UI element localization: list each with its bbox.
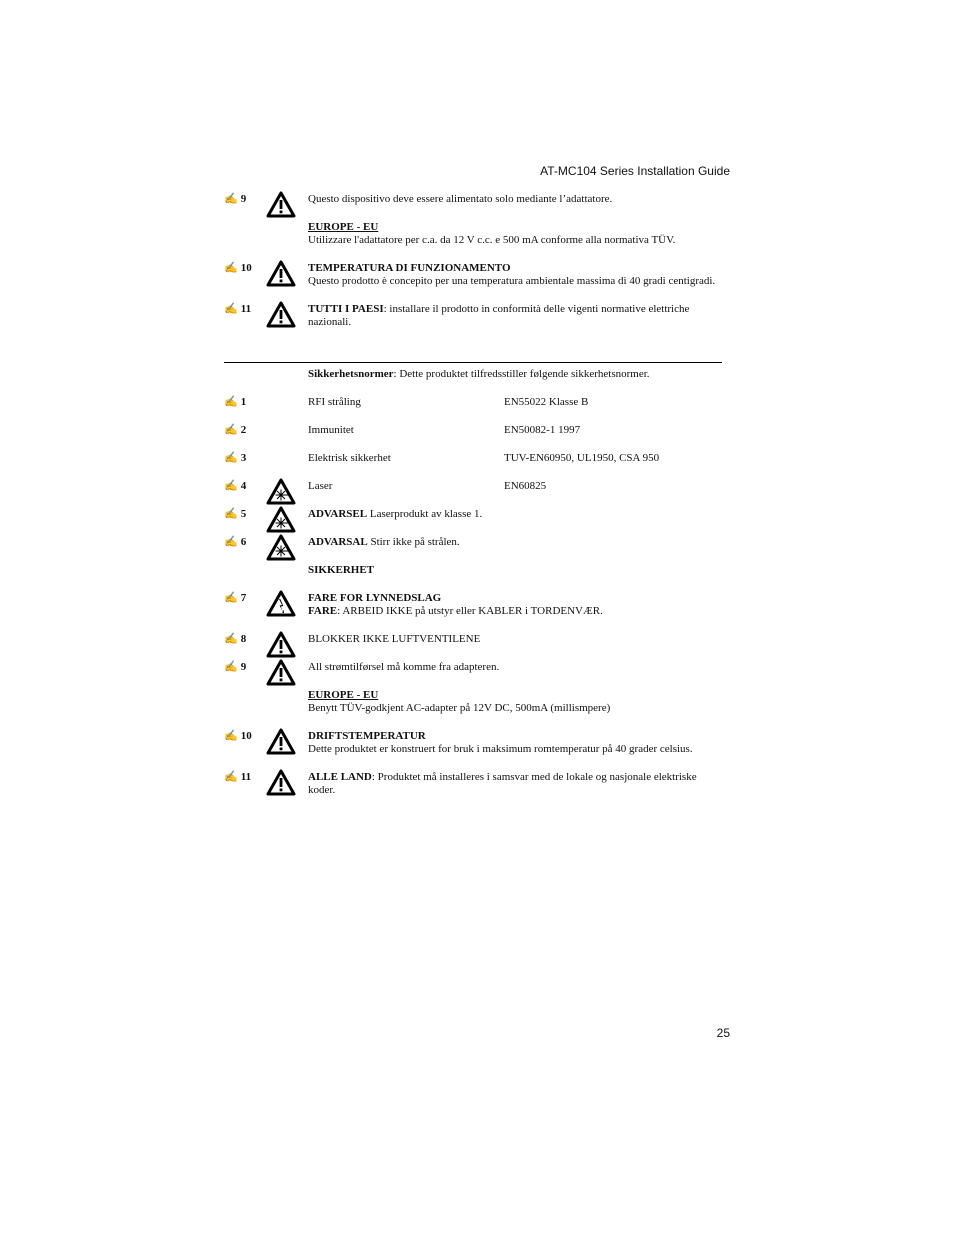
pencil-icon: ✍: [224, 633, 238, 645]
warning-icon: [266, 659, 296, 686]
note-bullet: ✍ 10: [224, 730, 252, 742]
list-item: ✍ 7 FARE FOR LYNNEDSLAG FARE: ARBEID IKKE på utstyr eller KABLER i TORDENVÆR.: [224, 592, 603, 617]
pencil-icon: ✍: [224, 592, 238, 604]
pencil-icon: ✍: [224, 536, 238, 548]
note-bullet: ✍ 11: [224, 303, 252, 315]
note-bullet: ✍ 3: [224, 452, 247, 464]
note-bullet: ✍ 9: [224, 661, 247, 673]
standard-row: ✍ 4 Laser EN60825: [224, 480, 722, 493]
warning-icon: [266, 631, 296, 658]
pencil-icon: ✍: [224, 508, 238, 520]
pencil-icon: ✍: [224, 193, 238, 205]
note-bullet: ✍ 8: [224, 633, 247, 645]
pencil-icon: ✍: [224, 303, 238, 315]
list-item: ✍ 11 ALLE LAND: Produktet må installeres i samsvar med de lokale og nasjonale elektriske koder.: [224, 771, 697, 796]
section-heading: SIKKERHET: [308, 564, 375, 576]
note-bullet: ✍ 1: [224, 396, 247, 408]
note-bullet: ✍ 9: [224, 193, 247, 205]
pencil-icon: ✍: [224, 262, 238, 274]
section-heading: EUROPE - EU: [308, 221, 379, 233]
pencil-icon: ✍: [224, 730, 238, 742]
list-item: ✍ 9 All strømtilførsel må komme fra adapteren.: [224, 661, 722, 674]
note-bullet: ✍ 7: [224, 592, 247, 604]
section-divider: [224, 362, 722, 363]
list-item: Sikkerhetsnormer: Dette produktet tilfredsstiller følgende sikkerhetsnormer.: [308, 368, 650, 380]
pencil-icon: ✍: [224, 661, 238, 673]
list-item: ✍ 10 DRIFTSTEMPERATUR Dette produktet er konstruert for bruk i maksimum romtemperatur på 40 grader celsius.: [224, 730, 693, 755]
page-number: 25: [716, 1026, 730, 1040]
laser-warning-icon: [266, 534, 296, 561]
list-item: ✍ 8 BLOKKER IKKE LUFTVENTILENE: [224, 633, 722, 646]
section-heading: EUROPE - EU: [308, 689, 379, 701]
pencil-icon: ✍: [224, 452, 238, 464]
note-bullet: ✍ 4: [224, 480, 247, 492]
laser-warning-icon: [266, 478, 296, 505]
list-item: ✍ 6 ADVARSAL Stirr ikke på strålen.: [224, 536, 722, 549]
warning-icon: [266, 301, 296, 328]
warning-icon: [266, 769, 296, 796]
note-bullet: ✍ 5: [224, 508, 247, 520]
list-item: ✍ 10 TEMPERATURA DI FUNZIONAMENTO Questo prodotto è concepito per una temperatura ambientale massima di 40 gradi centigradi.: [224, 262, 716, 287]
note-bullet: ✍ 2: [224, 424, 247, 436]
warning-icon: [266, 191, 296, 218]
standard-row: ✍ 3 Elektrisk sikkerhet TUV-EN60950, UL1950, CSA 950: [224, 452, 660, 464]
standard-row: ✍ 2 Immunitet EN50082-1 1997: [224, 424, 581, 436]
list-item: EUROPE - EU Utilizzare l'adattatore per c.a. da 12 V c.c. e 500 mA conforme alla normativa TÜV.: [224, 221, 722, 247]
list-item: EUROPE - EU Benytt TÜV-godkjent AC-adapter på 12V DC, 500mA (millismpere): [224, 689, 722, 715]
warning-icon: [266, 728, 296, 755]
list-item: ✍ 5 ADVARSEL Laserprodukt av klasse 1.: [224, 508, 722, 521]
standard-row: ✍ 1 RFI stråling EN55022 Klasse B: [224, 396, 589, 408]
laser-warning-icon: [266, 506, 296, 533]
note-bullet: ✍ 10: [224, 262, 252, 274]
pencil-icon: ✍: [224, 396, 238, 408]
warning-icon: [266, 260, 296, 287]
list-item: ✍ 11 TUTTI I PAESI: installare il prodotto in conformità delle vigenti normative elettriche nazionali.: [224, 303, 690, 328]
list-item: ✍ 9 Questo dispositivo deve essere alimentato solo mediante l’adattatore.: [224, 193, 722, 206]
lightning-warning-icon: [266, 590, 296, 617]
italian-section: [224, 193, 722, 329]
note-bullet: ✍ 6: [224, 536, 247, 548]
pencil-icon: ✍: [224, 771, 238, 783]
norwegian-section: [224, 368, 722, 797]
pencil-icon: ✍: [224, 480, 238, 492]
running-header: AT-MC104 Series Installation Guide: [540, 164, 730, 178]
note-bullet: ✍ 11: [224, 771, 252, 783]
pencil-icon: ✍: [224, 424, 238, 436]
